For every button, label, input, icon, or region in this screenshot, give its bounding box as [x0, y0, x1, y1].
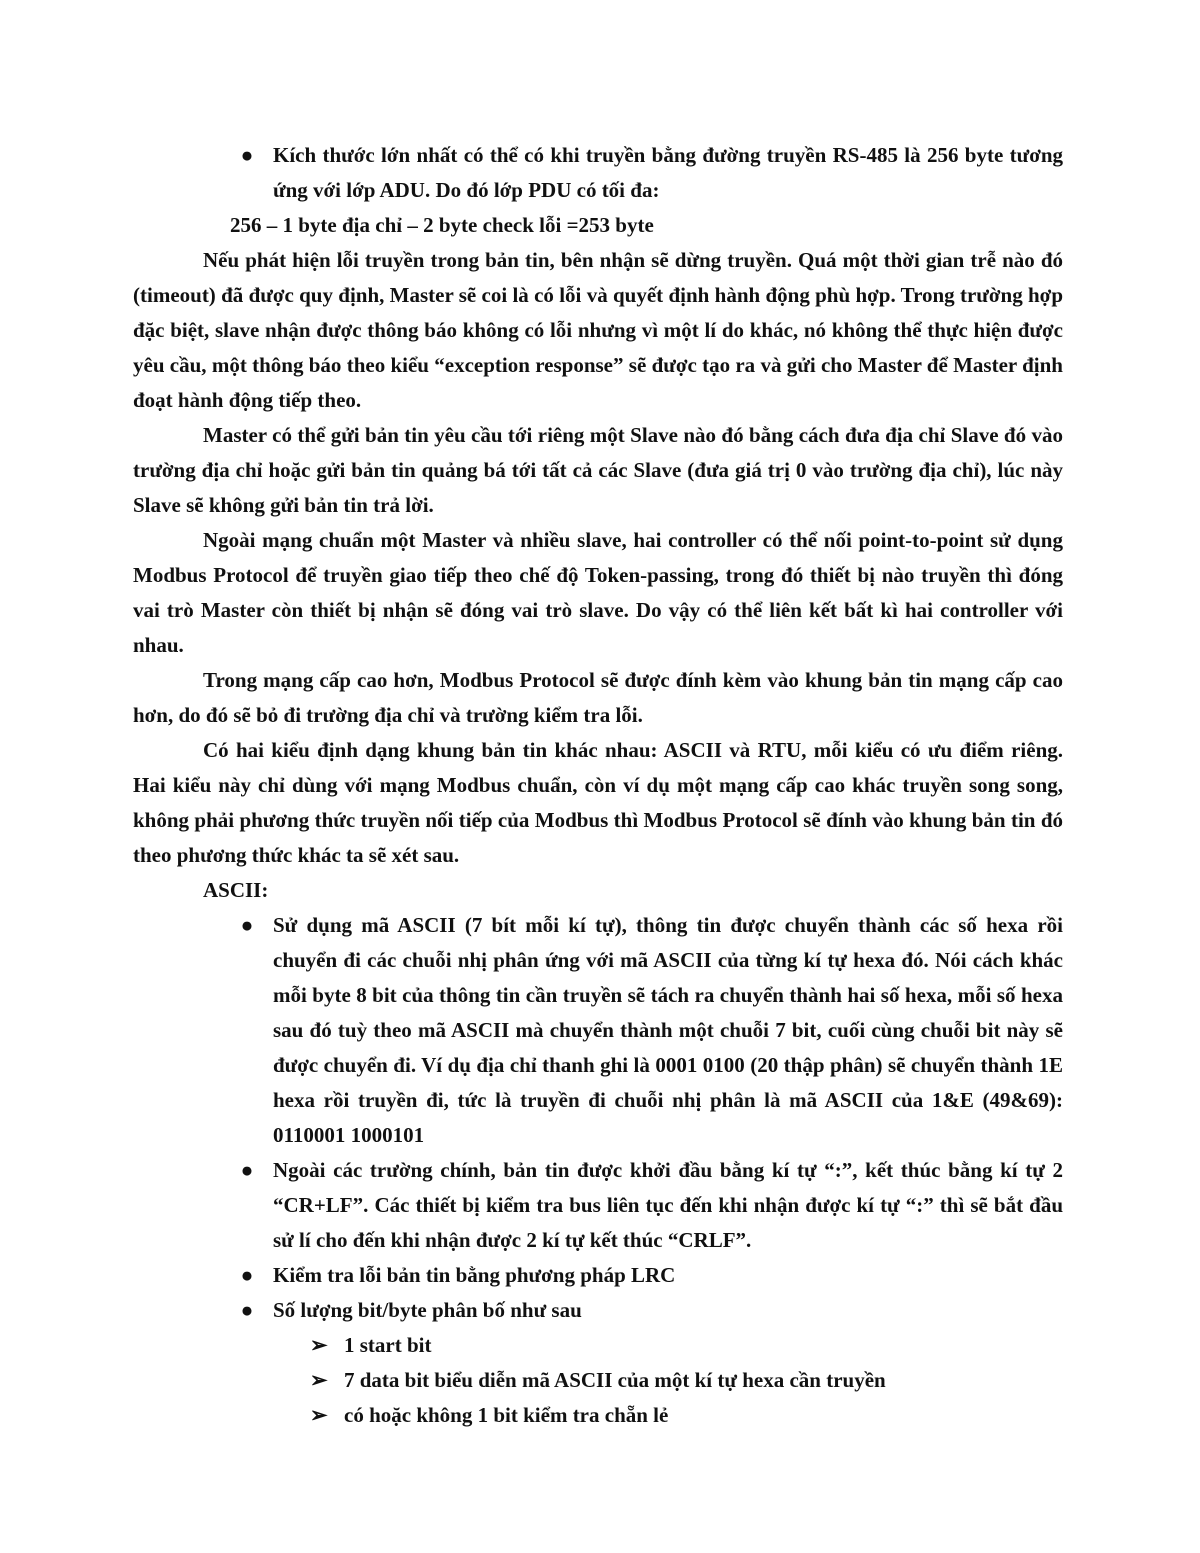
paragraph: Trong mạng cấp cao hơn, Modbus Protocol sẽ được đính kèm vào khung bản tin mạng cấp cao hơn, do đó sẽ bỏ đi trường địa chỉ và trường kiểm tra lỗi. — [133, 668, 1063, 727]
bullet-icon: ● — [240, 1298, 254, 1322]
arrow-bullet-icon: ➢ — [310, 1333, 328, 1357]
bullet-text: Kiểm tra lỗi bản tin bằng phương pháp LRC — [273, 1263, 676, 1287]
paragraph: Nếu phát hiện lỗi truyền trong bản tin, bên nhận sẽ dừng truyền. Quá một thời gian trễ nào đó (timeout) đã được quy định, Master sẽ coi là có lỗi và quyết định hành động phù hợp. Trong trường hợp đặc biệt, slave nhận được thông báo không có lỗi nhưng vì một lí do khác, nó không thể thực hiện được yêu cầu, một thông báo theo kiểu “exception response” sẽ được tạo ra và gửi cho Master để Master định đoạt hành động tiếp theo. — [133, 248, 1063, 412]
list-item — [133, 1398, 1063, 1433]
list-item — [133, 1363, 1063, 1398]
bit-item-text: 1 start bit — [344, 1333, 432, 1357]
bullet-text: Số lượng bit/byte phân bố như sau — [273, 1298, 582, 1322]
intro-bullet-list — [133, 138, 1063, 208]
bit-item-text: có hoặc không 1 bit kiểm tra chẵn lẻ — [344, 1403, 669, 1427]
bullet-icon: ● — [240, 1158, 254, 1182]
bit-item-text: 7 data bit biểu diễn mã ASCII của một kí tự hexa cần truyền — [344, 1368, 886, 1392]
arrow-bullet-icon: ➢ — [310, 1368, 328, 1392]
ascii-bullet-list — [133, 908, 1063, 1328]
bullet-icon: ● — [240, 1263, 254, 1287]
formula-line: 256 – 1 byte địa chỉ – 2 byte check lỗi =253 byte — [230, 213, 654, 237]
bullet-text: Ngoài các trường chính, bản tin được khởi đầu bằng kí tự “:”, kết thúc bằng kí tự 2 “CR+LF”. Các thiết bị kiểm tra bus liên tục đến khi nhận được kí tự “:” thì sẽ bắt đầu sử lí cho đến khi nhận được 2 kí tự kết thúc “CRLF”. — [273, 1158, 1063, 1252]
list-item — [133, 138, 1063, 208]
paragraph: Có hai kiểu định dạng khung bản tin khác nhau: ASCII và RTU, mỗi kiểu có ưu điểm riêng. Hai kiểu này chỉ dùng với mạng Modbus chuẩn, còn ví dụ một mạng cấp cao khác truyền song song, không phải phương thức truyền nối tiếp của Modbus thì Modbus Protocol sẽ đính vào khung bản tin đó theo phương thức khác ta sẽ xét sau. — [133, 738, 1063, 867]
bullet-text: Kích thước lớn nhất có thể có khi truyền bằng đường truyền RS-485 là 256 byte tương ứng với lớp ADU. Do đó lớp PDU có tối đa: — [273, 143, 1063, 202]
list-item — [133, 1293, 1063, 1328]
list-item — [133, 908, 1063, 1153]
bullet-icon: ● — [240, 143, 254, 167]
bullet-text: Sử dụng mã ASCII (7 bít mỗi kí tự), thông tin được chuyển thành các số hexa rồi chuyển đi các chuỗi nhị phân ứng với mã ASCII của từng kí tự hexa đó. Nói cách khác mỗi byte 8 bit của thông tin cần truyền sẽ tách ra chuyển thành hai số hexa, mỗi số hexa sau đó tuỳ theo mã ASCII mà chuyển thành một chuỗi 7 bit, cuối cùng chuỗi bit này sẽ được chuyển đi. Ví dụ địa chỉ thanh ghi là 0001 0100 (20 thập phân) sẽ chuyển thành 1E hexa rồi truyền đi, tức là truyền đi chuỗi nhị phân là mã ASCII của 1&E (49&69): 0110001 1000101 — [273, 913, 1063, 1147]
ascii-heading: ASCII: — [203, 878, 269, 902]
list-item — [133, 1258, 1063, 1293]
list-item — [133, 1328, 1063, 1363]
arrow-bullet-icon: ➢ — [310, 1403, 328, 1427]
paragraph: Master có thể gửi bản tin yêu cầu tới riêng một Slave nào đó bằng cách đưa địa chỉ Slave đó vào trường địa chỉ hoặc gửi bản tin quảng bá tới tất cả các Slave (đưa giá trị 0 vào trường địa chỉ), lúc này Slave sẽ không gửi bản tin trả lời. — [133, 423, 1063, 517]
bit-distribution-list — [133, 1328, 1063, 1433]
list-item — [133, 1153, 1063, 1258]
bullet-icon: ● — [240, 913, 254, 937]
document-page — [133, 138, 1063, 1433]
paragraph: Ngoài mạng chuẩn một Master và nhiều slave, hai controller có thể nối point-to-point sử dụng Modbus Protocol để truyền giao tiếp theo chế độ Token-passing, trong đó thiết bị nào truyền thì đóng vai trò Master còn thiết bị nhận sẽ đóng vai trò slave. Do vậy có thể liên kết bất kì hai controller với nhau. — [133, 528, 1063, 657]
